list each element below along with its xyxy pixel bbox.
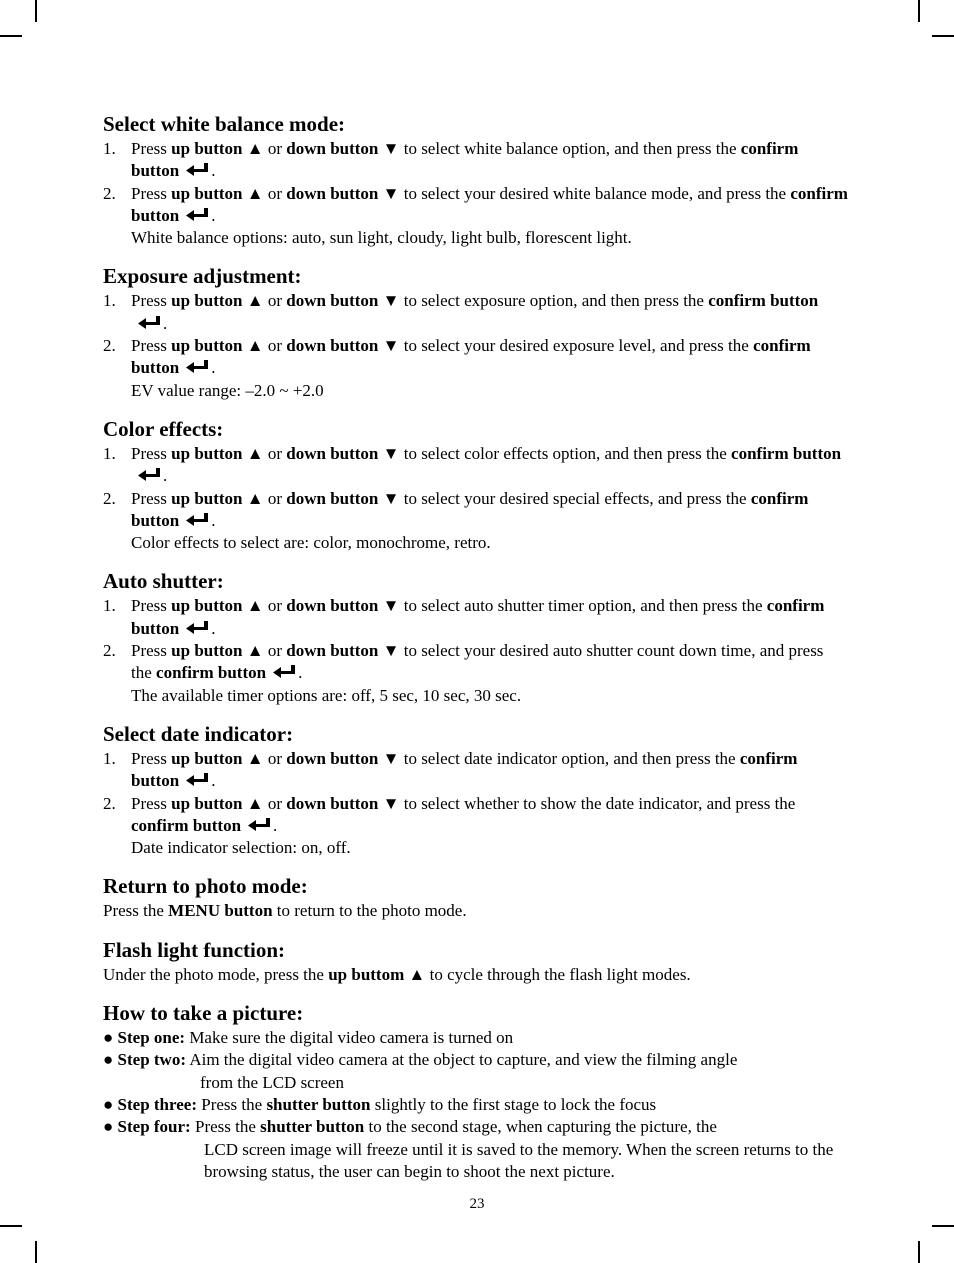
down-button-label: down button	[286, 488, 379, 508]
down-arrow-icon: ▼	[382, 183, 400, 203]
text: Make sure the digital video camera is turned on	[189, 1028, 514, 1048]
text: .	[211, 205, 216, 225]
up-arrow-icon: ▲	[246, 291, 264, 311]
section-wb	[103, 111, 848, 249]
text: .	[211, 771, 216, 791]
paragraph	[103, 964, 848, 986]
text: Press	[131, 336, 167, 356]
enter-key-icon	[137, 467, 163, 483]
list-item	[103, 595, 848, 640]
crop-mark	[932, 1225, 954, 1227]
step-list	[103, 138, 848, 249]
down-arrow-icon: ▼	[382, 443, 400, 463]
item-note: White balance options: auto, sun light, cloudy, light bulb, florescent light.	[131, 228, 632, 248]
list-item	[103, 183, 848, 250]
item-note: EV value range: –2.0 ~ +2.0	[131, 380, 324, 400]
text: .	[211, 618, 216, 638]
confirm-button-label: confirm button	[131, 488, 809, 530]
text: to select exposure option, and then press the	[403, 291, 704, 311]
enter-key-icon	[272, 664, 298, 680]
down-arrow-icon: ▼	[382, 596, 400, 616]
enter-key-icon	[137, 315, 163, 331]
text: to cycle through the flash light modes.	[429, 964, 691, 984]
up-button-label: up button	[171, 488, 243, 508]
up-button-label: up button	[171, 291, 243, 311]
bullet-icon: ●	[103, 1094, 114, 1114]
item-note: The available timer options are: off, 5 sec, 10 sec, 30 sec.	[131, 685, 522, 705]
section-return	[103, 873, 848, 922]
confirm-button-label: confirm button	[131, 596, 825, 638]
section-shutter	[103, 568, 848, 706]
crop-mark	[0, 1225, 22, 1227]
text: .	[211, 358, 216, 378]
up-arrow-icon: ▲	[246, 488, 264, 508]
section-how	[103, 1000, 848, 1183]
text: or	[267, 793, 283, 813]
down-button-label: down button	[286, 291, 379, 311]
section-color	[103, 416, 848, 554]
up-button-label: up button	[171, 183, 243, 203]
step-list	[103, 290, 848, 401]
step-list	[103, 748, 848, 859]
text: to select your desired auto shutter count down time, and press the	[131, 641, 824, 683]
text: .	[211, 510, 216, 530]
up-button-label: up button	[171, 443, 243, 463]
down-button-label: down button	[286, 748, 379, 768]
confirm-button-label: confirm button	[131, 139, 799, 181]
confirm-button-label: confirm button	[131, 183, 848, 225]
text: Press the	[194, 1117, 256, 1137]
confirm-button-label: confirm button	[131, 748, 798, 791]
text: to select date indicator option, and then press the	[403, 748, 736, 768]
down-arrow-icon: ▼	[382, 793, 400, 813]
enter-key-icon	[247, 817, 273, 833]
text: slightly to the first stage to lock the focus	[374, 1094, 657, 1114]
step-list	[103, 595, 848, 706]
up-arrow-icon: ▲	[246, 336, 264, 356]
bullet-step	[103, 1027, 848, 1049]
paragraph	[103, 900, 848, 922]
confirm-button-label: confirm button	[708, 291, 819, 311]
text: Under the photo mode, press the	[103, 964, 324, 984]
item-note: Date indicator selection: on, off.	[131, 838, 351, 858]
text: Aim the digital video camera at the object to capture, and view the filming angle	[189, 1050, 738, 1070]
text: Press	[131, 641, 167, 661]
button-label: shutter button	[266, 1094, 371, 1114]
text: Press the	[201, 1094, 263, 1114]
bullet-icon: ●	[103, 1028, 114, 1048]
confirm-button-label: confirm button	[131, 336, 811, 378]
bullet-step	[103, 1049, 848, 1094]
section-title: Select date indicator:	[103, 721, 294, 746]
text: or	[267, 443, 283, 463]
section-title: Flash light function:	[103, 937, 286, 962]
text: Press	[131, 139, 167, 158]
text: Press	[131, 443, 167, 463]
bullet-icon: ●	[103, 1050, 114, 1070]
item-number: 2.	[103, 488, 116, 508]
button-label: shutter button	[260, 1117, 365, 1137]
up-button-label: up button	[171, 793, 243, 813]
section-title: Exposure adjustment:	[103, 264, 302, 289]
continuation-text: LCD screen image will freeze until it is saved to the memory. When the screen returns to the browsing status, the user can begin to shoot the next picture.	[204, 1139, 834, 1181]
confirm-button-label: confirm button	[731, 443, 842, 463]
enter-key-icon	[185, 162, 211, 178]
step-label: Step three:	[117, 1094, 198, 1114]
up-arrow-icon: ▲	[246, 596, 264, 616]
up-arrow-icon: ▲	[246, 443, 264, 463]
item-number: 2.	[103, 183, 116, 203]
list-item	[103, 138, 848, 183]
section-title: Color effects:	[103, 416, 224, 441]
section-title: Auto shutter:	[103, 569, 224, 594]
text: or	[267, 641, 283, 661]
down-button-label: down button	[286, 183, 379, 203]
down-button-label: down button	[286, 139, 379, 158]
section-title: Return to photo mode:	[103, 874, 308, 899]
up-arrow-icon: ▲	[246, 641, 264, 661]
text: Press	[131, 488, 167, 508]
text: to the second stage, when capturing the picture, the	[368, 1117, 717, 1137]
text: or	[267, 139, 283, 158]
section-title: How to take a picture:	[103, 1001, 304, 1026]
up-button-label: up button	[171, 748, 243, 768]
list-item	[103, 748, 848, 793]
section-date	[103, 721, 848, 859]
text: to return to the photo mode.	[276, 901, 467, 921]
down-button-label: down button	[286, 793, 379, 813]
button-label: MENU button	[168, 901, 273, 921]
crop-mark	[35, 0, 37, 22]
up-button-label: up button	[171, 336, 243, 356]
up-arrow-icon: ▲	[246, 139, 264, 158]
text: or	[267, 596, 283, 616]
text: Press	[131, 183, 167, 203]
page-number: 23	[469, 1196, 485, 1212]
item-number: 2.	[103, 641, 116, 661]
down-arrow-icon: ▼	[382, 641, 400, 661]
text: to select white balance option, and then press the	[403, 139, 737, 158]
crop-mark	[918, 1241, 920, 1263]
text: .	[211, 161, 216, 181]
text: .	[163, 313, 168, 333]
down-arrow-icon: ▼	[382, 336, 400, 356]
enter-key-icon	[185, 512, 211, 528]
text: or	[267, 291, 283, 311]
up-button-label: up button	[171, 139, 243, 158]
text: to select whether to show the date indicator, and press the	[403, 793, 796, 813]
up-arrow-icon: ▲	[246, 793, 264, 813]
text: to select your desired white balance mode, and press the	[403, 183, 787, 203]
text: or	[267, 488, 283, 508]
confirm-button-label: confirm button	[131, 815, 242, 835]
down-button-label: down button	[286, 641, 379, 661]
down-button-label: down button	[286, 443, 379, 463]
item-number: 1.	[103, 291, 116, 311]
enter-key-icon	[185, 207, 211, 223]
down-arrow-icon: ▼	[382, 748, 400, 768]
bullet-icon: ●	[103, 1117, 114, 1137]
crop-mark	[0, 35, 22, 37]
list-item	[103, 640, 848, 707]
enter-key-icon	[185, 359, 211, 375]
crop-mark	[35, 1241, 37, 1263]
item-number: 1.	[103, 443, 116, 463]
text: to select your desired exposure level, and press the	[403, 336, 749, 356]
text: Press	[131, 596, 167, 616]
up-arrow-icon: ▲	[246, 183, 264, 203]
confirm-button-label: confirm button	[156, 663, 267, 683]
text: Press	[131, 793, 167, 813]
up-arrow-icon: ▲	[246, 748, 264, 768]
item-note: Color effects to select are: color, monochrome, retro.	[131, 533, 491, 553]
section-flash	[103, 937, 848, 986]
section-exp	[103, 263, 848, 401]
step-label: Step two:	[117, 1050, 186, 1070]
up-button-label: up button	[171, 596, 243, 616]
enter-key-icon	[185, 620, 211, 636]
list-item	[103, 290, 848, 335]
text: .	[298, 663, 303, 683]
step-label: Step one:	[117, 1028, 186, 1048]
text: to select color effects option, and then press the	[403, 443, 727, 463]
item-number: 1.	[103, 596, 116, 616]
list-item	[103, 793, 848, 860]
up-button-label: up button	[171, 641, 243, 661]
text: or	[267, 748, 283, 768]
step-label: Step four:	[117, 1117, 191, 1137]
bullet-step	[103, 1094, 848, 1116]
button-label: up buttom ▲	[328, 964, 426, 984]
text: or	[267, 183, 283, 203]
page-content	[103, 111, 848, 1197]
text: Press	[131, 748, 167, 768]
down-arrow-icon: ▼	[382, 291, 400, 311]
down-arrow-icon: ▼	[382, 139, 400, 158]
continuation-text: from the LCD screen	[200, 1072, 344, 1092]
step-list	[103, 443, 848, 554]
down-arrow-icon: ▼	[382, 488, 400, 508]
text: to select your desired special effects, and press the	[403, 488, 747, 508]
item-number: 1.	[103, 748, 116, 768]
list-item	[103, 443, 848, 488]
down-button-label: down button	[286, 336, 379, 356]
down-button-label: down button	[286, 596, 379, 616]
section-title: Select white balance mode:	[103, 112, 346, 136]
enter-key-icon	[185, 772, 211, 788]
text: .	[163, 466, 168, 486]
crop-mark	[918, 0, 920, 22]
bullet-step	[103, 1116, 848, 1183]
text: Press the	[103, 901, 164, 921]
list-item	[103, 335, 848, 402]
item-number: 2.	[103, 793, 116, 813]
text: Press	[131, 291, 167, 311]
list-item	[103, 488, 848, 555]
text: or	[267, 336, 283, 356]
item-number: 2.	[103, 336, 116, 356]
crop-mark	[932, 35, 954, 37]
text: to select auto shutter timer option, and then press the	[403, 596, 763, 616]
text: .	[273, 815, 278, 835]
item-number: 1.	[103, 139, 116, 158]
